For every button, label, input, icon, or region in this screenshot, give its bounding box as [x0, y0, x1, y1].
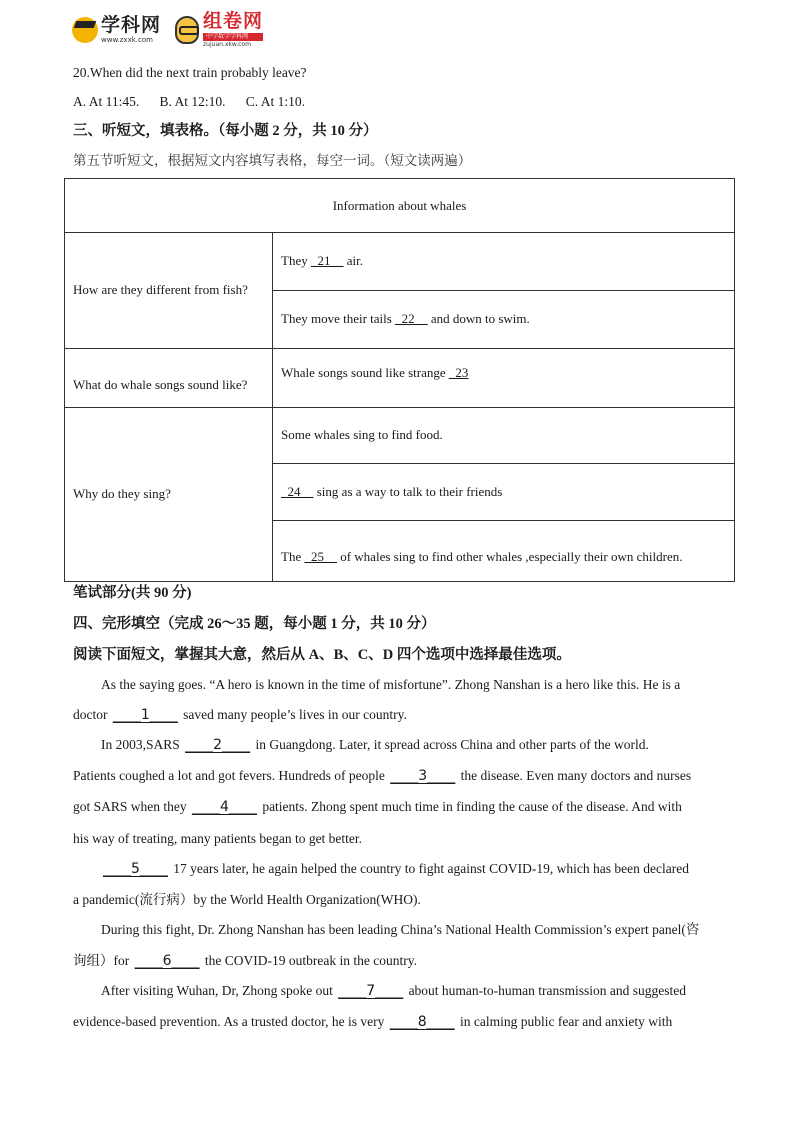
passage-text: the disease. Even many doctors and nurses: [457, 768, 692, 783]
answer-25-pre: The: [281, 549, 305, 564]
row-question-fish: How are they different from fish?: [73, 282, 248, 297]
answer-22: [281, 290, 530, 348]
passage-line: a pandemic(流行病）by the World Health Organization(WHO).: [73, 892, 421, 907]
graduation-cap-icon: [72, 17, 98, 43]
blank-24[interactable]: _24__: [281, 483, 314, 499]
blank-25[interactable]: _25__: [304, 549, 337, 564]
whale-info-table: [64, 178, 735, 582]
zujuan-logo: [175, 12, 263, 48]
passage-text: Patients coughed a lot and got fevers. Hundreds of people: [73, 768, 389, 783]
blank-22[interactable]: _22__: [395, 311, 428, 326]
passage-text: in calming public fear and anxiety with: [456, 1014, 673, 1029]
row-question-songs: What do whale songs sound like?: [73, 377, 248, 392]
answer-21-post: air.: [343, 253, 363, 268]
answer-22-pre: They move their tails: [281, 311, 396, 326]
passage-text: 询组）for: [73, 953, 133, 968]
zujuan-logo-url: zujuan.xkw.com: [203, 41, 251, 48]
q20-question: 20.When did the next train probably leave?: [73, 65, 307, 80]
answer-25: [281, 520, 682, 594]
section3-instruction: 第五节听短文，根据短文内容填写表格，每空一词。（短文读两遍）: [73, 153, 472, 168]
passage-line: [73, 706, 733, 724]
written-part-title: 笔试部分(共 90 分): [73, 585, 192, 601]
answer-food: Some whales sing to find food.: [281, 427, 443, 442]
zujuan-logo-name: 组卷网: [203, 10, 264, 32]
passage-line: [73, 1013, 733, 1031]
cloze-blank-3[interactable]: ____3____: [390, 768, 456, 784]
answer-24: [281, 463, 502, 520]
passage-line: During this fight, Dr. Zhong Nanshan has been leading China’s National Health Commission’s expert panel(咨: [101, 922, 700, 937]
section4-instruction: 阅读下面短文，掌握其大意，然后从 A、B、C、D 四个选项中选择最佳选项。: [73, 647, 571, 663]
passage-line: [73, 798, 733, 816]
section3-title: 三、听短文，填表格。（每小题 2 分，共 10 分）: [73, 123, 378, 139]
passage-line: [73, 952, 733, 970]
cloze-blank-4[interactable]: ____4____: [192, 799, 257, 815]
passage-line: [73, 736, 733, 754]
answer-22-post: and down to swim.: [427, 311, 530, 326]
passage-text: 17 years later, he again helped the country to fight against COVID-19, which has been declared: [169, 861, 689, 876]
cloze-blank-7[interactable]: ____7____: [338, 983, 404, 999]
row-question-why: Why do they sing?: [73, 486, 171, 501]
passage-text: in Guangdong. Later, it spread across China and other parts of the world.: [252, 737, 649, 752]
passage-line: As the saying goes. “A hero is known in the time of misfortune”. Zhong Nanshan is a hero like this. He is a: [101, 677, 681, 692]
passage-text: saved many people’s lives in our country.: [179, 707, 407, 722]
cloze-blank-2[interactable]: ____2____: [185, 737, 251, 753]
passage-text: doctor: [73, 707, 111, 722]
header-logos: [72, 10, 263, 50]
passage-text: about human-to-human transmission and suggested: [405, 983, 687, 998]
passage-line: his way of treating, many patients began to get better.: [73, 831, 363, 846]
passage-text: got SARS when they: [73, 799, 191, 814]
cloze-blank-1[interactable]: ____1____: [112, 707, 178, 723]
answer-24-post: sing as a way to talk to their friends: [313, 483, 503, 499]
cloze-blank-8[interactable]: ____8____: [389, 1014, 455, 1030]
passage-line: [73, 767, 733, 785]
passage-line: [73, 982, 733, 1000]
answer-25-post: of whales sing to find other whales ,especially their own children.: [336, 549, 683, 564]
mascot-icon: [175, 16, 199, 44]
zxxk-logo-name: 学科网: [101, 14, 162, 36]
passage-text: patients. Zhong spent much time in finding the cause of the disease. And with: [258, 799, 682, 814]
blank-21[interactable]: _21__: [310, 253, 344, 268]
section4-title: 四、完形填空（完成 26～35 题，每小题 1 分，共 10 分）: [73, 616, 436, 632]
passage-text: After visiting Wuhan, Dr, Zhong spoke out: [101, 983, 337, 998]
answer-23-pre: Whale songs sound like strange: [281, 365, 449, 380]
zujuan-logo-sub: 中学数学学科网: [203, 33, 263, 41]
cloze-blank-6[interactable]: ____6____: [134, 953, 200, 969]
answer-23: [281, 348, 468, 398]
answer-21-pre: They: [281, 253, 311, 268]
zxxk-logo-url: www.zxxk.com: [101, 36, 153, 44]
passage-line: [73, 860, 733, 878]
cloze-blank-5[interactable]: ____5____: [103, 861, 168, 877]
table-title: Information about whales: [332, 197, 467, 213]
passage-text: In 2003,SARS: [101, 737, 184, 752]
zxxk-logo: [72, 16, 161, 44]
q20-options: A. At 11:45. B. At 12:10. C. At 1:10.: [73, 94, 306, 109]
blank-23[interactable]: _23: [448, 365, 469, 380]
passage-text: evidence-based prevention. As a trusted doctor, he is very: [73, 1014, 388, 1029]
answer-21: [281, 232, 363, 290]
passage-text: the COVID-19 outbreak in the country.: [201, 953, 417, 968]
